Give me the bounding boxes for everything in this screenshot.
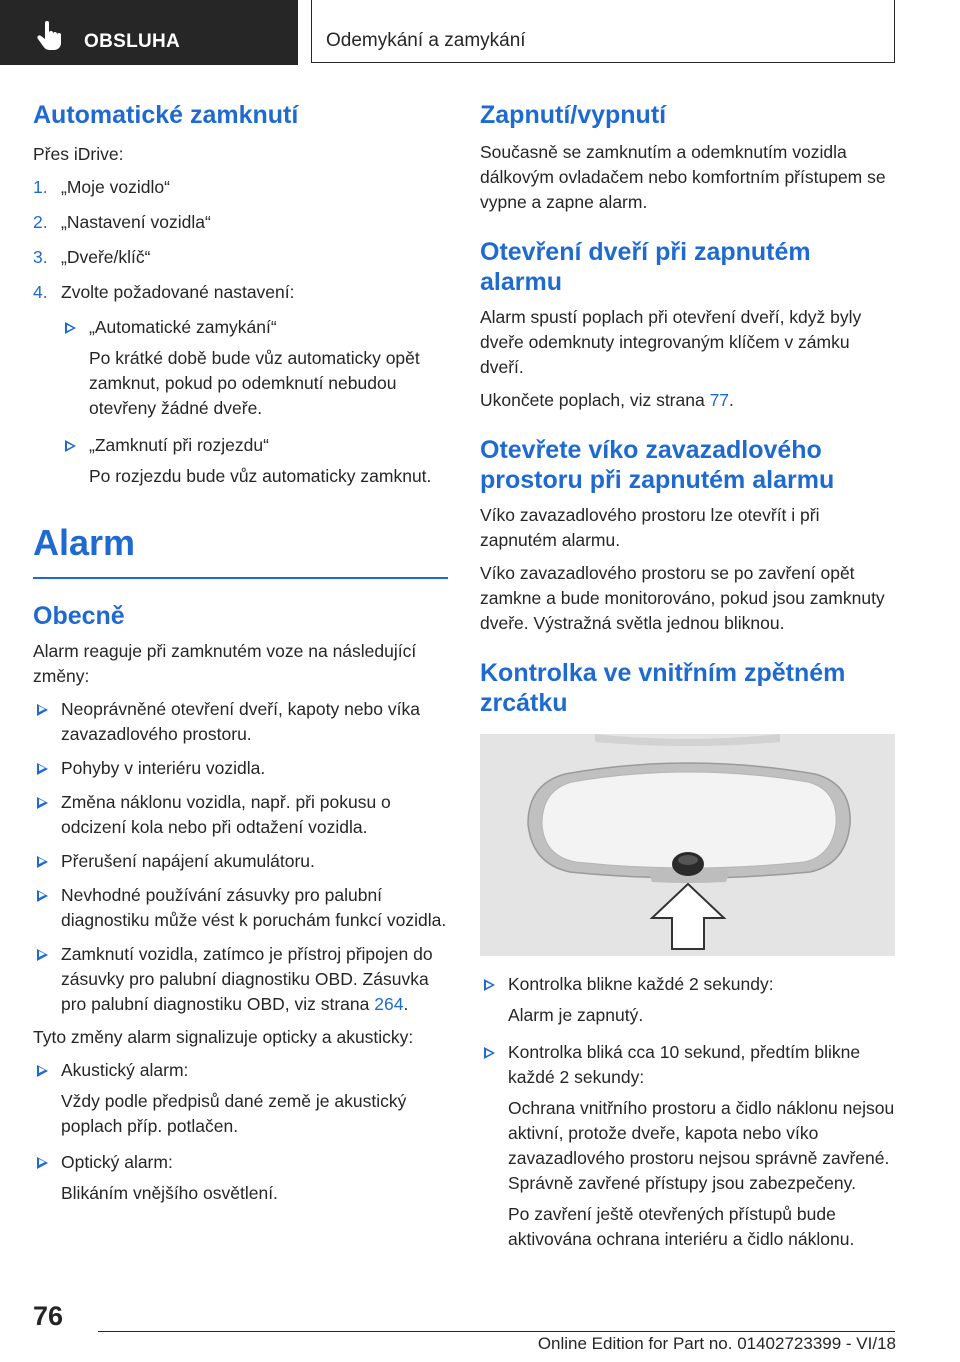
heading-trunk: Otevřete víko zavazadlového prostoru při zapnutém alarmu bbox=[480, 436, 835, 494]
step: 1. „Moje vozidlo“ bbox=[33, 177, 170, 197]
triangle-bullet-icon bbox=[37, 704, 48, 716]
door-open-text: Alarm spustí poplach při otevření dveří, když byly dveře odemknuty integrovaným klíčem v zámku dveří. bbox=[480, 307, 862, 377]
alarm-change-list bbox=[33, 697, 448, 1017]
triangle-bullet-icon bbox=[37, 856, 48, 868]
signal-list bbox=[33, 1058, 448, 1206]
auto-lock-steps bbox=[33, 175, 448, 305]
triangle-bullet-icon bbox=[65, 440, 76, 452]
heading-general: Obecně bbox=[33, 601, 125, 630]
list-item: Pohyby v interiéru vozidla. bbox=[33, 756, 448, 781]
list-item: „Zamknutí při rozjezdu“ Po rozjezdu bude vůz automaticky zamknut. bbox=[61, 433, 448, 489]
triangle-bullet-icon bbox=[37, 763, 48, 775]
mirror-image bbox=[480, 734, 895, 956]
page-link-77[interactable]: 77 bbox=[709, 390, 730, 410]
heading-door-open: Otevření dveří při zapnutém alarmu bbox=[480, 238, 811, 296]
list-item: Akustický alarm: Vždy podle předpisů dané země je akustický poplach příp. potlačen. bbox=[33, 1058, 448, 1139]
triangle-bullet-icon bbox=[37, 1157, 48, 1169]
triangle-bullet-icon bbox=[37, 890, 48, 902]
indicator-list bbox=[480, 972, 895, 1252]
section-tab bbox=[0, 0, 298, 65]
trunk-text-2: Víko zavazadlového prostoru se po zavření opět zamkne a bude monitorováno, pokud jsou zamknuty dveře. Výstražná světla jednou bliknou. bbox=[480, 563, 885, 633]
list-item: „Automatické zamykání“ Po krátké době bude vůz automaticky opět zamknut, pokud po odemknutí nebudou otevřeny žádné dveře. bbox=[61, 315, 448, 421]
page-link-264[interactable]: 264 bbox=[374, 993, 404, 1014]
chapter-title: Odemykání a zamykání bbox=[326, 30, 526, 51]
heading-auto-lock: Automatické zamknutí bbox=[33, 101, 299, 129]
list-item: Nevhodné používání zásuvky pro palubní diagnostiku může vést k poruchám funkcí vozidla. bbox=[33, 883, 448, 933]
list-item: Přerušení napájení akumulátoru. bbox=[33, 849, 448, 874]
triangle-bullet-icon bbox=[37, 1065, 48, 1077]
triangle-bullet-icon bbox=[37, 949, 48, 961]
on-off-text: Současně se zamknutím a odemknutím vozidla dálkovým ovladačem nebo komfortním přístupem se vypne a zapne alarm. bbox=[480, 142, 886, 212]
trunk-text-1: Víko zavazadlového prostoru lze otevřít i při zapnutém alarmu. bbox=[480, 505, 820, 550]
list-item: Změna náklonu vozidla, např. při pokusu o odcizení kola nebo při odtažení vozidla. bbox=[33, 790, 448, 840]
footer-edition: Online Edition for Part no. 01402723399 - VI/18 bbox=[537, 1334, 896, 1353]
triangle-bullet-icon bbox=[484, 1047, 495, 1059]
auto-lock-options bbox=[61, 315, 448, 489]
rearview-mirror-illustration bbox=[480, 734, 895, 956]
signal-intro: Tyto změny alarm signalizuje opticky a akusticky: bbox=[33, 1026, 414, 1047]
list-item: Kontrolka bliká cca 10 sekund, předtím blikne každé 2 sekundy: Ochrana vnitřního prostoru a čidlo náklonu nejsou aktivní, protože dveře, kapota nebo víko zavazadlového prostoru nejsou správně zavřené. Správně zavřené přístupy jsou zabezpečeny. Po zavření ještě otevřených přístupů bude aktivována ochrana interiéru a čidlo náklonu. bbox=[480, 1040, 895, 1252]
heading-on-off: Zapnutí/vypnutí bbox=[480, 101, 667, 129]
step: 4. Zvolte požadované nastavení: bbox=[33, 282, 295, 302]
list-item: Optický alarm: Blikáním vnějšího osvětlení. bbox=[33, 1150, 448, 1206]
stop-alarm-text: Ukončete poplach, viz strana 77. bbox=[480, 390, 734, 410]
footer-rule bbox=[98, 1331, 895, 1332]
step: 3. „Dveře/klíč“ bbox=[33, 247, 151, 267]
right-column bbox=[480, 100, 895, 1252]
heading-rule bbox=[33, 577, 448, 579]
triangle-bullet-icon bbox=[484, 979, 495, 991]
triangle-bullet-icon bbox=[65, 322, 76, 334]
hand-pointer-icon bbox=[37, 21, 63, 51]
list-item: Neoprávněné otevření dveří, kapoty nebo víka zavazadlového prostoru. bbox=[33, 697, 448, 747]
heading-indicator: Kontrolka ve vnitřním zpětném zrcátku bbox=[480, 659, 846, 717]
triangle-bullet-icon bbox=[37, 797, 48, 809]
page-number: 76 bbox=[33, 1301, 64, 1331]
left-column bbox=[33, 100, 448, 1206]
heading-alarm: Alarm bbox=[33, 522, 136, 563]
list-item: Kontrolka blikne každé 2 sekundy: Alarm je zapnutý. bbox=[480, 972, 895, 1028]
section-label: OBSLUHA bbox=[84, 31, 181, 52]
step: 2. „Nastavení vozidla“ bbox=[33, 212, 211, 232]
chapter-header bbox=[311, 0, 895, 63]
auto-lock-intro: Přes iDrive: bbox=[33, 144, 124, 164]
general-intro: Alarm reaguje při zamknutém voze na následující změny: bbox=[33, 640, 417, 686]
list-item: Zamknutí vozidla, zatímco je přístroj připojen do zásuvky pro palubní diagnostiku OBD. Zásuvka pro palubní diagnostiku OBD, viz strana 264. bbox=[33, 942, 448, 1017]
